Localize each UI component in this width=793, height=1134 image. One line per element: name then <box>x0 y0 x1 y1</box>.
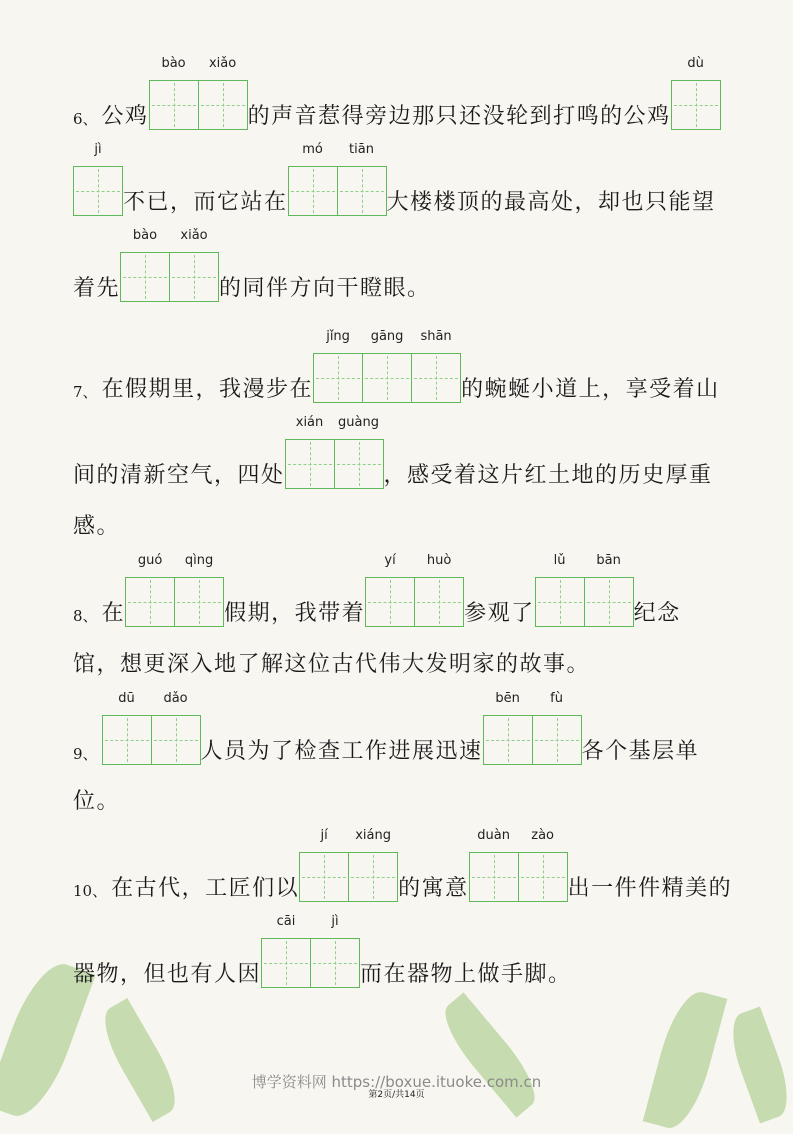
tianzige-cell[interactable] <box>149 56 199 130</box>
tianzige-cell[interactable] <box>73 142 123 216</box>
pinyin-label: jí <box>320 828 328 843</box>
tianzige-cell[interactable] <box>261 914 311 988</box>
pinyin-label: guó <box>137 553 163 568</box>
leaf-decoration <box>93 998 188 1122</box>
sentence-text: 大楼楼顶的最高处，却也只能望 <box>386 190 716 215</box>
sentence-text: 馆，想更深入地了解这位古代伟大发明家的故事。 <box>73 652 591 677</box>
pinyin-label: xiáng <box>355 828 391 843</box>
tianzige-cell[interactable] <box>411 329 461 403</box>
text-line <box>73 628 590 678</box>
sentence-text: 公鸡 <box>101 104 149 129</box>
sentence-text: 而在器物上做手脚。 <box>360 962 572 987</box>
pinyin-label: qìng <box>184 553 214 568</box>
tianzige-cell[interactable] <box>348 828 398 902</box>
sentence-text: 在古代，工匠们以 <box>111 876 300 901</box>
tianzige-cell[interactable] <box>535 553 585 627</box>
pinyin-label: cāi <box>276 914 296 929</box>
pinyin-label: jì <box>331 914 339 929</box>
tianzige-cell[interactable] <box>362 329 412 403</box>
tianzige-cell[interactable] <box>365 553 415 627</box>
pinyin-label: mó <box>302 142 323 157</box>
tianzige-cell[interactable] <box>169 228 219 302</box>
answer-grid[interactable] <box>102 691 201 765</box>
sentence-text: 在假期里，我漫步在 <box>101 377 314 402</box>
sentence-text: 出一件件精美的 <box>567 876 733 901</box>
tianzige-cell[interactable] <box>518 828 568 902</box>
text-line <box>73 553 681 627</box>
sentence-text: 不已，而它站在 <box>123 190 288 215</box>
tianzige-cell[interactable] <box>285 415 335 489</box>
pinyin-label: dǎo <box>163 691 188 706</box>
answer-grid[interactable] <box>535 553 634 627</box>
answer-grid[interactable] <box>125 553 224 627</box>
tianzige-cell[interactable] <box>414 553 464 627</box>
sentence-text: 感。 <box>73 514 121 539</box>
pinyin-label: gāng <box>370 329 404 344</box>
sentence-text: 间的清新空气，四处 <box>73 463 285 488</box>
tianzige-cell[interactable] <box>483 691 533 765</box>
tianzige-cell[interactable] <box>532 691 582 765</box>
pinyin-label: fù <box>550 691 563 706</box>
tianzige-cell[interactable] <box>310 914 360 988</box>
tianzige-cell[interactable] <box>174 553 224 627</box>
text-line <box>73 56 721 130</box>
answer-grid[interactable] <box>73 142 123 216</box>
text-line <box>73 415 713 489</box>
pinyin-label: jì <box>94 142 102 157</box>
pinyin-label: xiǎo <box>180 228 208 243</box>
answer-grid[interactable] <box>313 329 461 403</box>
sentence-text: 的声音惹得旁边那只还没轮到打鸣的公鸡 <box>247 104 671 129</box>
text-line <box>73 691 700 765</box>
sentence-text: 器物，但也有人因 <box>73 962 262 987</box>
question-number: 9、 <box>73 745 98 763</box>
sentence-text: 的同伴方向干瞪眼。 <box>219 276 431 301</box>
page-number: 第2页/共14页 <box>368 1090 425 1100</box>
pinyin-label: jǐng <box>326 329 350 344</box>
answer-grid[interactable] <box>483 691 582 765</box>
answer-grid[interactable] <box>299 828 398 902</box>
text-line <box>73 765 120 815</box>
text-line <box>73 914 572 988</box>
tianzige-cell[interactable] <box>125 553 175 627</box>
tianzige-cell[interactable] <box>288 142 338 216</box>
answer-grid[interactable] <box>149 56 248 130</box>
text-line <box>73 828 733 902</box>
answer-grid[interactable] <box>285 415 384 489</box>
pinyin-label: shān <box>420 329 452 344</box>
answer-grid[interactable] <box>120 228 219 302</box>
text-line <box>73 142 716 216</box>
sentence-text: 参观了 <box>464 601 535 626</box>
question-number: 8、 <box>73 607 98 625</box>
pinyin-label: yí <box>384 553 396 568</box>
pinyin-label: zào <box>531 828 554 843</box>
pinyin-label: tiān <box>349 142 374 157</box>
pinyin-label: lǔ <box>553 553 566 568</box>
sentence-text: 的蜿蜒小道上，享受着山 <box>461 377 720 402</box>
pinyin-label: dù <box>687 56 704 71</box>
pinyin-label: guàng <box>338 415 379 430</box>
tianzige-cell[interactable] <box>313 329 363 403</box>
sentence-text: 各个基层单 <box>581 739 700 764</box>
tianzige-cell[interactable] <box>671 56 721 130</box>
leaf-decoration <box>643 986 728 1134</box>
tianzige-cell[interactable] <box>120 228 170 302</box>
sentence-text: 着先 <box>73 276 121 301</box>
watermark: 博学资料网 https://boxue.ituoke.com.cn <box>251 1073 542 1091</box>
question-number: 7、 <box>73 383 98 401</box>
pinyin-label: xián <box>295 415 324 430</box>
answer-grid[interactable] <box>671 56 721 130</box>
tianzige-cell[interactable] <box>299 828 349 902</box>
sentence-text: 纪念 <box>633 601 681 626</box>
leaf-decoration <box>722 1006 793 1123</box>
sentence-text: ，感受着这片红土地的历史厚重 <box>383 463 713 488</box>
tianzige-cell[interactable] <box>337 142 387 216</box>
answer-grid[interactable] <box>261 914 360 988</box>
pinyin-label: bēn <box>495 691 520 706</box>
answer-grid[interactable] <box>288 142 387 216</box>
sentence-text: 位。 <box>73 789 121 814</box>
tianzige-cell[interactable] <box>584 553 634 627</box>
text-line <box>73 490 120 540</box>
pinyin-label: duàn <box>477 828 510 843</box>
answer-grid[interactable] <box>365 553 464 627</box>
pinyin-label: bào <box>161 56 186 71</box>
pinyin-label: bān <box>596 553 621 568</box>
sentence-text: 在 <box>101 601 126 626</box>
tianzige-cell[interactable] <box>102 691 152 765</box>
tianzige-cell[interactable] <box>198 56 248 130</box>
question-number: 10、 <box>73 882 108 900</box>
sentence-text: 的寓意 <box>398 876 469 901</box>
sentence-text: 人员为了检查工作进展迅速 <box>200 739 483 764</box>
text-line <box>73 228 431 302</box>
pinyin-label: huò <box>426 553 452 568</box>
tianzige-cell[interactable] <box>469 828 519 902</box>
sentence-text: 假期，我带着 <box>224 601 366 626</box>
tianzige-cell[interactable] <box>334 415 384 489</box>
question-number: 6、 <box>73 110 98 128</box>
pinyin-label: dū <box>118 691 135 706</box>
answer-grid[interactable] <box>469 828 568 902</box>
pinyin-label: xiǎo <box>208 56 237 71</box>
pinyin-label: bào <box>132 228 158 243</box>
tianzige-cell[interactable] <box>151 691 201 765</box>
text-line <box>73 329 720 403</box>
